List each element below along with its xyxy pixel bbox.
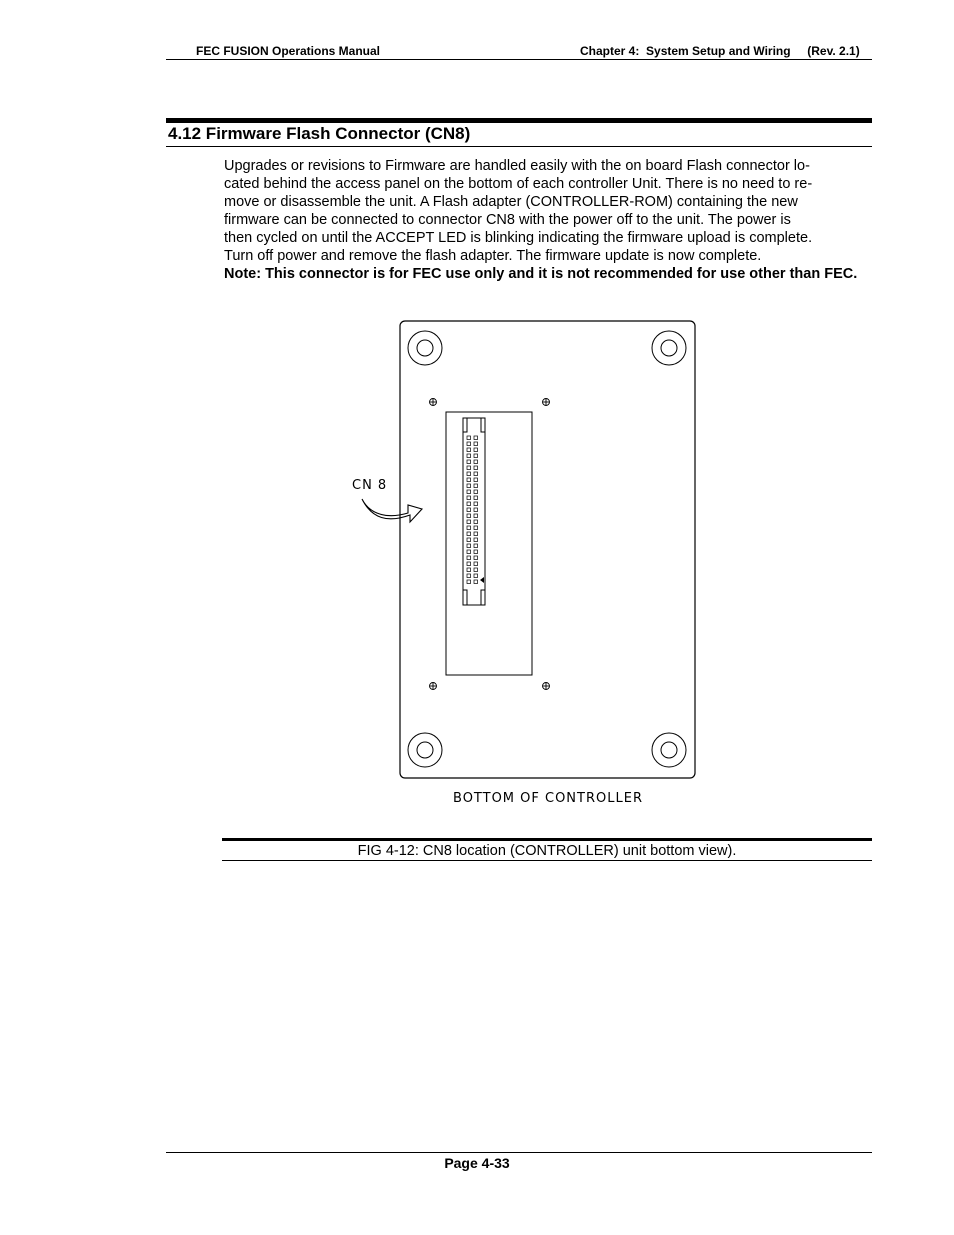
connector-pin bbox=[474, 562, 478, 566]
connector-pin bbox=[474, 496, 478, 500]
connector-pin bbox=[474, 526, 478, 530]
connector-pin bbox=[474, 538, 478, 542]
connector-pin bbox=[467, 460, 471, 464]
controller-bottom-figure bbox=[340, 315, 710, 820]
footer-rule bbox=[166, 1152, 872, 1153]
body-line: cated behind the access panel on the bottom of each controller Unit. There is no need to re- bbox=[224, 176, 813, 192]
header-rule bbox=[166, 59, 872, 60]
connector-pin bbox=[467, 448, 471, 452]
connector-pin bbox=[474, 532, 478, 536]
connector-pin bbox=[467, 454, 471, 458]
connector-pin bbox=[467, 484, 471, 488]
body-line: Upgrades or revisions to Firmware are handled easily with the on board Flash connector lo- bbox=[224, 158, 810, 174]
connector-pin bbox=[474, 556, 478, 560]
section-body bbox=[224, 157, 872, 283]
connector-pin bbox=[474, 514, 478, 518]
page-number: Page 4-33 bbox=[444, 1155, 510, 1171]
connector-pin bbox=[474, 484, 478, 488]
connector-pin bbox=[474, 490, 478, 494]
board-label: BOTTOM OF CONTROLLER bbox=[453, 791, 643, 806]
screw-icon bbox=[543, 399, 550, 406]
connector-pin bbox=[474, 448, 478, 452]
connector-pin bbox=[467, 508, 471, 512]
connector-pin bbox=[474, 442, 478, 446]
connector-pin bbox=[467, 442, 471, 446]
section-title: 4.12 Firmware Flash Connector (CN8) bbox=[168, 124, 471, 143]
connector-pin bbox=[474, 550, 478, 554]
caption-top-rule bbox=[222, 838, 872, 841]
screw-icon bbox=[430, 399, 437, 406]
connector-pin bbox=[474, 508, 478, 512]
connector-pin bbox=[467, 544, 471, 548]
connector-pin bbox=[467, 562, 471, 566]
note-text: Note: This connector is for FEC use only and it is not recommended for use other than FEC. bbox=[224, 266, 858, 282]
connector-pin bbox=[467, 556, 471, 560]
mounting-hole-br bbox=[652, 733, 686, 767]
header-manual-title: FEC FUSION Operations Manual bbox=[196, 44, 381, 58]
caption-bottom-rule bbox=[222, 860, 872, 861]
connector-pin bbox=[474, 574, 478, 578]
connector-pin bbox=[474, 502, 478, 506]
connector-pin bbox=[467, 574, 471, 578]
section-title-rule bbox=[166, 146, 872, 147]
connector-pin bbox=[467, 526, 471, 530]
connector-pin bbox=[467, 568, 471, 572]
connector-pin bbox=[474, 454, 478, 458]
cn8-connector bbox=[463, 418, 485, 605]
body-line: move or disassemble the unit. A Flash adapter (CONTROLLER-ROM) containing the new bbox=[224, 194, 798, 210]
connector-pins bbox=[467, 436, 478, 584]
connector-pin bbox=[474, 460, 478, 464]
body-line: Turn off power and remove the flash adapter. The firmware update is now complete. bbox=[224, 248, 762, 264]
screw-icon bbox=[543, 683, 550, 690]
header-chapter-title: Chapter 4: System Setup and Wiring (Rev. 2.1) bbox=[580, 44, 860, 58]
pin1-marker bbox=[480, 577, 484, 583]
connector-pin bbox=[474, 544, 478, 548]
cn8-arrow bbox=[362, 499, 422, 522]
mounting-hole-tl bbox=[408, 331, 442, 365]
connector-pin bbox=[467, 532, 471, 536]
mounting-hole-tr bbox=[652, 331, 686, 365]
connector-pin bbox=[467, 478, 471, 482]
connector-pin bbox=[467, 580, 471, 584]
connector-pin bbox=[474, 466, 478, 470]
section-top-bar bbox=[166, 118, 872, 123]
connector-pin bbox=[474, 472, 478, 476]
controller-board-drawing bbox=[340, 315, 710, 815]
connector-pin bbox=[474, 568, 478, 572]
connector-pin bbox=[467, 490, 471, 494]
connector-pin bbox=[467, 496, 471, 500]
figure-caption: FIG 4-12: CN8 location (CONTROLLER) unit bottom view). bbox=[357, 843, 737, 859]
body-line: then cycled on until the ACCEPT LED is blinking indicating the firmware upload is complete. bbox=[224, 230, 813, 246]
board-outline bbox=[400, 321, 695, 778]
connector-pin bbox=[474, 436, 478, 440]
cn8-label: CN 8 bbox=[352, 478, 388, 493]
connector-pin bbox=[474, 580, 478, 584]
connector-pin bbox=[467, 472, 471, 476]
screw-icon bbox=[430, 683, 437, 690]
mounting-hole-bl bbox=[408, 733, 442, 767]
access-panel bbox=[446, 412, 532, 675]
connector-pin bbox=[467, 520, 471, 524]
connector-pin bbox=[467, 436, 471, 440]
connector-pin bbox=[474, 520, 478, 524]
connector-pin bbox=[467, 550, 471, 554]
connector-pin bbox=[467, 502, 471, 506]
connector-pin bbox=[474, 478, 478, 482]
connector-pin bbox=[467, 466, 471, 470]
connector-pin bbox=[467, 514, 471, 518]
connector-pin bbox=[467, 538, 471, 542]
body-line: firmware can be connected to connector CN8 with the power off to the unit. The power is bbox=[224, 212, 791, 228]
